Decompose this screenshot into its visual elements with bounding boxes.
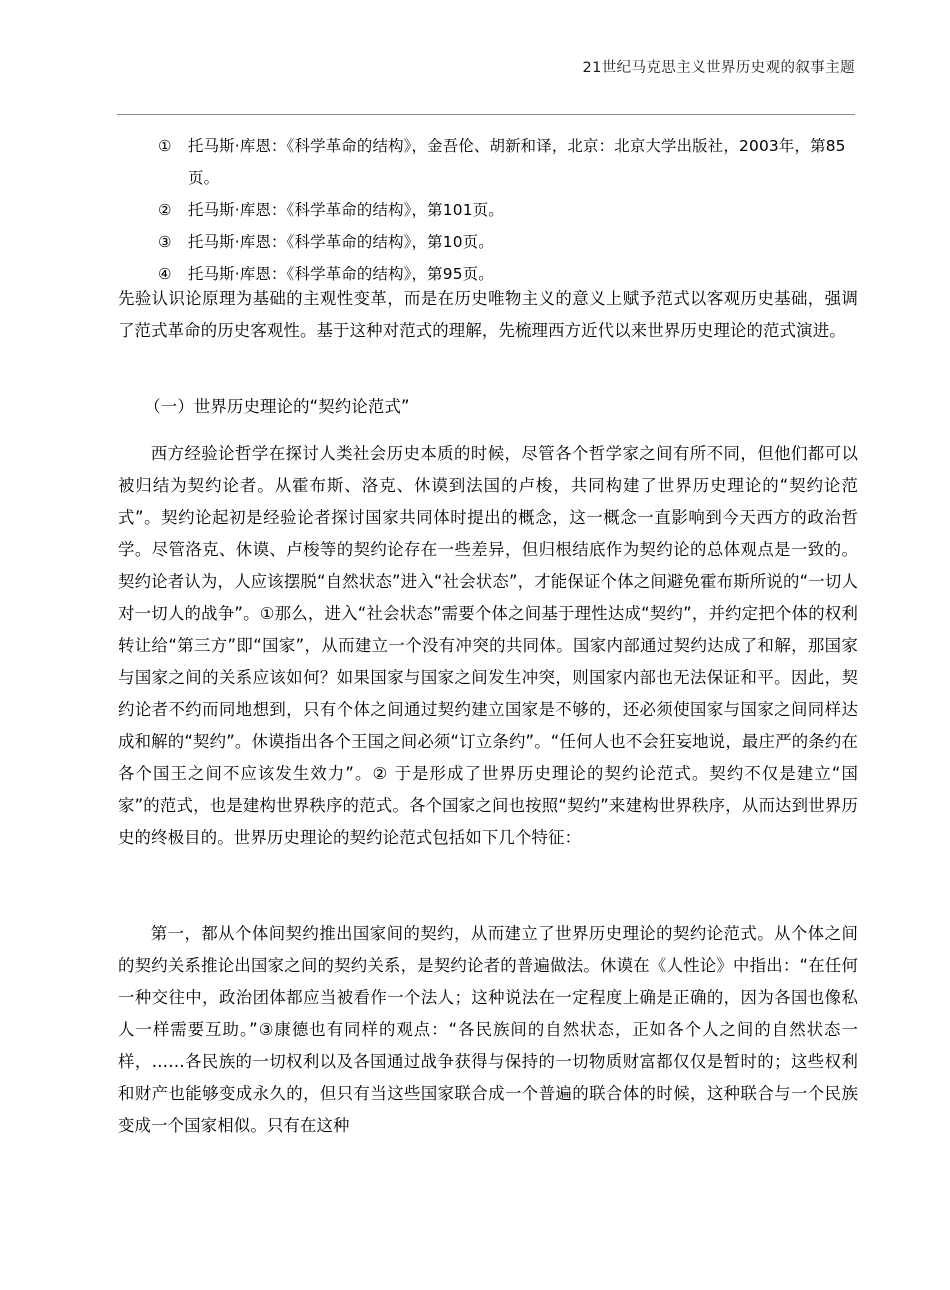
- paragraph-continued: 先验认识论原理为基础的主观性变革，而是在历史唯物主义的意义上赋予范式以客观历史基础，强调了范式革命的历史客观性。基于这种对范式的理解，先梳理西方近代以来世界历史理论的范式演进。: [118, 289, 858, 340]
- footnote-list: [118, 130, 858, 290]
- body-paragraph-block-1: [118, 438, 858, 854]
- footnote-marker: ②: [158, 201, 172, 219]
- body-continued-block: [118, 283, 858, 347]
- section-heading: （一）世界历史理论的“契约论范式”: [144, 397, 410, 416]
- footnote-text: 托马斯·库恩：《科学革命的结构》，第10页。: [188, 233, 494, 251]
- footnote-item: [118, 194, 858, 226]
- footnote-item: [118, 226, 858, 258]
- footnote-text: 托马斯·库恩：《科学革命的结构》，第95页。: [188, 265, 494, 283]
- footnote-marker: ③: [158, 233, 172, 251]
- paragraph-1: 西方经验论哲学在探讨人类社会历史本质的时候，尽管各个哲学家之间有所不同，但他们都可以被归结为契约论者。从霍布斯、洛克、休谟到法国的卢梭，共同构建了世界历史理论的“契约论范式”。契约论起初是经验论者探讨国家共同体时提出的概念，这一概念一直影响到今天西方的政治哲学。尽管洛克、休谟、卢梭等的契约论存在一些差异，但归根结底作为契约论的总体观点是一致的。契约论者认为，人应该摆脱“自然状态”进入“社会状态”，才能保证个体之间避免霍布斯所说的“一切人对一切人的战争”。①那么，进入“社会状态”需要个体之间基于理性达成“契约”，并约定把个体的权利转让给“第三方”即“国家”，从而建立一个没有冲突的共同体。国家内部通过契约达成了和解，那国家与国家之间的关系应该如何？如果国家与国家之间发生冲突，则国家内部也无法保证和平。因此，契约论者不约而同地想到，只有个体之间通过契约建立国家是不够的，还必须使国家与国家之间同样达成和解的“契约”。休谟指出各个王国之间必须“订立条约”。“任何人也不会狂妄地说，最庄严的条约在各个国王之间不应该发生效力”。② 于是形成了世界历史理论的契约论范式。契约不仅是建立“国家”的范式，也是建构世界秩序的范式。各个国家之间也按照“契约”来建构世界秩序，从而达到世界历史的终极目的。世界历史理论的契约论范式包括如下几个特征：: [118, 444, 858, 847]
- footnote-item: [118, 130, 858, 194]
- footnote-marker: ④: [158, 265, 172, 283]
- body-paragraph-block-2: [118, 918, 858, 1142]
- paragraph-2: 第一，都从个体间契约推出国家间的契约，从而建立了世界历史理论的契约论范式。从个体之间的契约关系推论出国家之间的契约关系，是契约论者的普遍做法。休谟在《人性论》中指出：“在任何一种交往中，政治团体都应当被看作一个法人；这种说法在一定程度上确是正确的，因为各国也像私人一样需要互助。”③康德也有同样的观点：“各民族间的自然状态，正如各个人之间的自然状态一样，……各民族的一切权利以及各国通过战争获得与保持的一切物质财富都仅仅是暂时的；这些权利和财产也能够变成永久的，但只有当这些国家联合成一个普遍的联合体的时候，这种联合与一个民族变成一个国家相似。只有在这种: [118, 924, 858, 1135]
- footnote-marker: ①: [158, 137, 172, 155]
- footnote-text: 托马斯·库恩：《科学革命的结构》，第101页。: [188, 201, 504, 219]
- running-header-title: 21世纪马克思主义世界历史观的叙事主题: [582, 60, 855, 76]
- footnote-separator-rule: [117, 114, 855, 115]
- footnote-text: 托马斯·库恩：《科学革命的结构》，金吾伦、胡新和译，北京：北京大学出版社，2003年，第85页。: [188, 137, 846, 187]
